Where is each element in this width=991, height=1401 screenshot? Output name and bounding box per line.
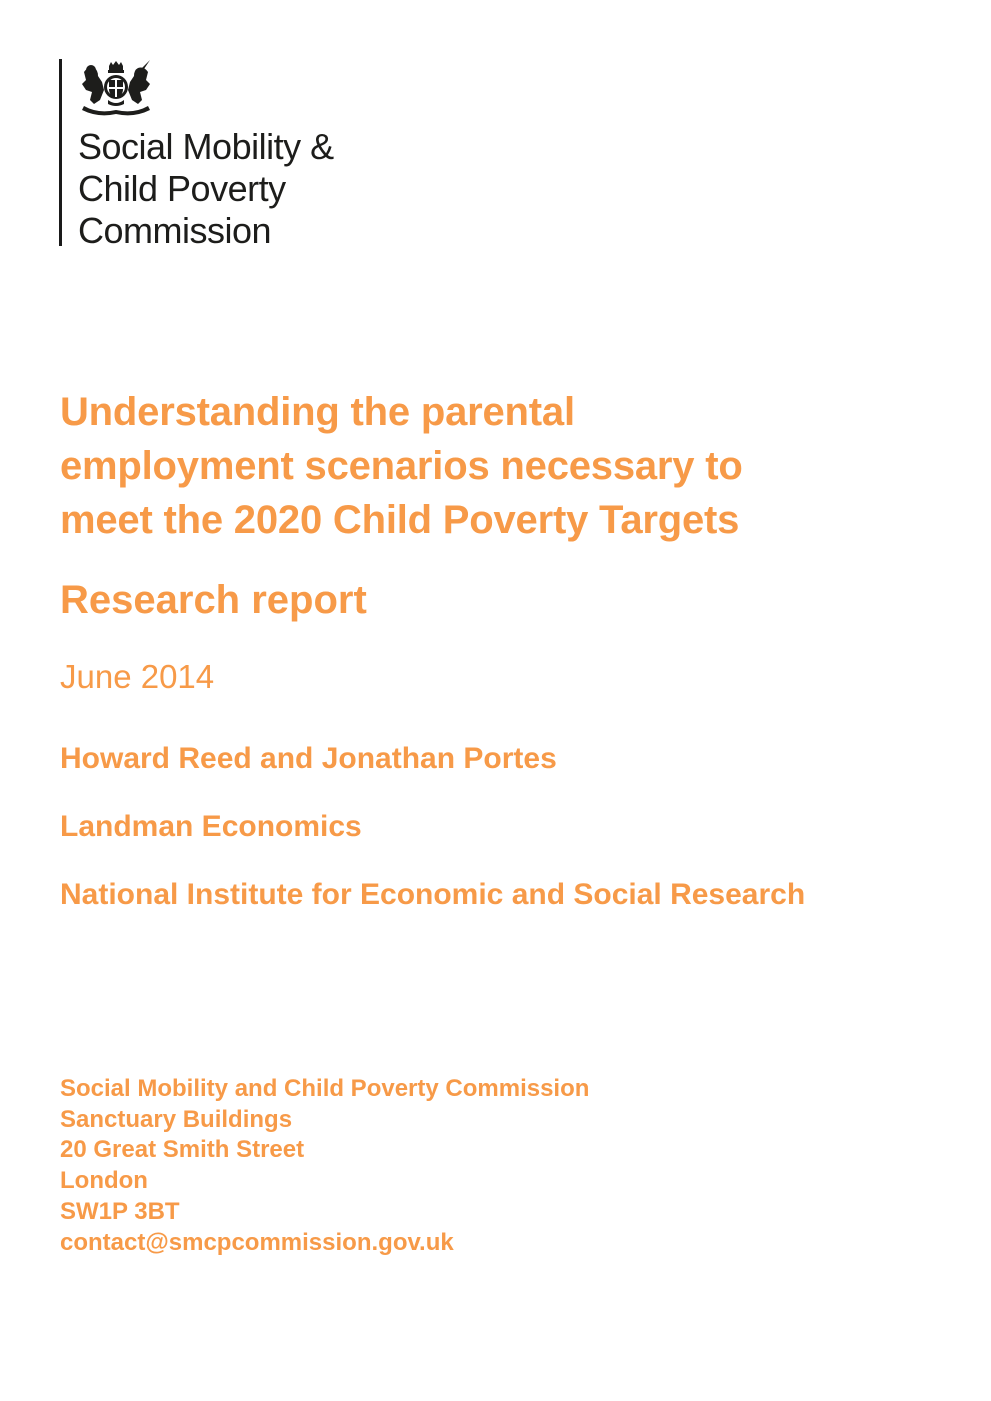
title-line: meet the 2020 Child Poverty Targets — [60, 498, 740, 542]
contact-email: contact@smcpcommission.gov.uk — [60, 1228, 454, 1256]
royal-coat-of-arms-icon — [78, 60, 154, 118]
report-title — [60, 385, 940, 547]
org-name-line: Social Mobility & — [78, 126, 334, 167]
publication-date: June 2014 — [60, 658, 215, 695]
organisation-name — [78, 126, 334, 252]
authors: Howard Reed and Jonathan Portes — [60, 742, 557, 775]
org-name-line: Child Poverty — [78, 168, 286, 209]
report-type: Research report — [60, 578, 367, 622]
address-line: Social Mobility and Child Poverty Commission — [60, 1075, 590, 1102]
address-line: 20 Great Smith Street — [60, 1136, 305, 1164]
affiliation: National Institute for Economic and Social Research — [60, 878, 806, 911]
title-line: employment scenarios necessary to — [60, 444, 743, 488]
title-line: Understanding the parental — [60, 390, 575, 434]
affiliation: Landman Economics — [60, 810, 362, 843]
commission-logo — [59, 59, 334, 251]
contact-address — [60, 1074, 589, 1258]
address-line: SW1P 3BT — [60, 1197, 180, 1225]
address-line: London — [60, 1167, 148, 1195]
org-name-line: Commission — [78, 210, 272, 251]
address-line: Sanctuary Buildings — [60, 1105, 293, 1133]
